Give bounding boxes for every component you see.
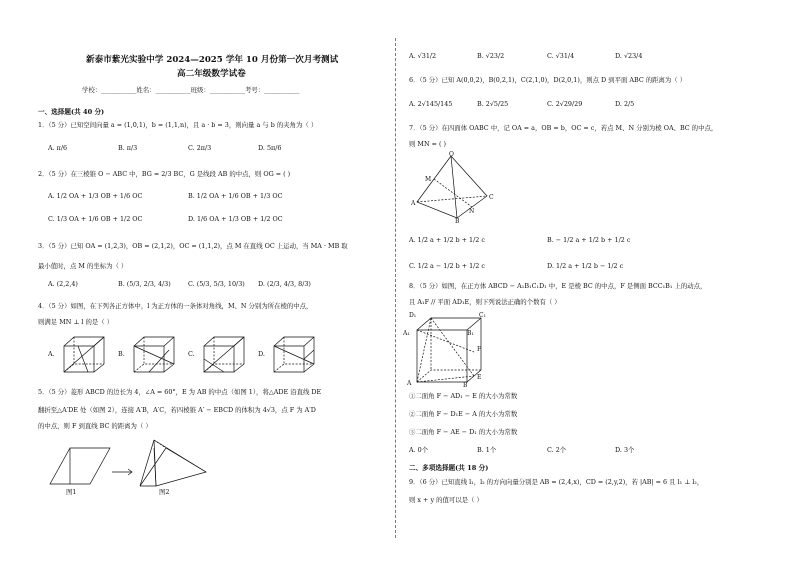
figure-2-caption: 图2 [159, 488, 170, 496]
exam-subtitle: 高二年级数学试卷 [177, 69, 246, 79]
q3-option-b: B. (5/3, 2/3, 4/3) [118, 280, 171, 288]
q7-option-d: D. 1/2 a + 1/2 b − 1/2 c [547, 262, 624, 270]
q6-option-a: A. 2√145/145 [409, 100, 453, 108]
label-B: B [455, 218, 460, 225]
q1-option-a: A. π/6 [48, 144, 68, 152]
label-C: C [489, 194, 494, 201]
q6-option-b: B. 2√5/25 [477, 100, 509, 108]
column-divider [395, 38, 396, 538]
question-7-line1: 7．（5 分）在四面体 OABC 中，记 OA = a，OB = b，OC = c，若点 M、N 分别为棱 OA、BC 的中点， [409, 124, 718, 132]
label-D1: D₁ [409, 312, 417, 319]
q4-option-b: B. [118, 350, 125, 358]
question-4-line1: 4．（5 分）如图，在下列各正方体中，l 为正方体的一条体对角线，M、N 分别为所在棱的中点， [38, 302, 313, 310]
q4-cube-b-figure [128, 334, 178, 376]
question-5-line2: 翻折至△A′DE 处（如图 2），连接 A′B，A′C，若四棱锥 A′ − EBCD 的体积为 4√3，点 F 为 A′D [38, 406, 316, 414]
q7-option-a: A. 1/2 a + 1/2 b + 1/2 c [409, 236, 485, 244]
label-A-cube: A [407, 380, 412, 387]
label-N: N [469, 208, 475, 215]
q2-option-b: B. 1/2 OA + 1/6 OB + 1/3 OC [188, 192, 283, 200]
question-9-line1: 9．（6 分）已知直线 l₁，l₂ 的方向向量分别是 AB = (2,4,x)，CD = (2,y,2)，若 |AB| = 6 且 l₁ ⊥ l₂， [409, 478, 704, 486]
question-7-line2: 则 MN = ( ) [409, 140, 446, 148]
question-6: 6．（5 分）已知 A(0,0,2)，B(0,2,1)，C(2,1,0)，D(2,0,1)，则点 D 到平面 ABC 的距离为（ ） [409, 76, 687, 84]
question-2: 2．（5 分）在三棱锥 O − ABC 中，BG = 2/3 BC，G 是线段 AB 的中点，则 OG = ( ) [38, 170, 291, 178]
q7-option-b: B. − 1/2 a + 1/2 b + 1/2 c [547, 236, 631, 244]
q6-option-c: C. 2√29/29 [547, 100, 583, 108]
statement-2: ②二面角 F − D₁E − A 的大小为常数 [409, 410, 518, 418]
q7-tetrahedron-figure [413, 152, 503, 228]
q2-option-c: C. 1/3 OA + 1/6 OB + 1/2 OC [48, 215, 143, 223]
section-heading-multi: 二、多项选择题(共 18 分) [409, 464, 489, 472]
q4-cube-c-figure [198, 334, 248, 376]
q8-option-d: D. 3个 [615, 446, 635, 454]
question-5-line3: 的中点，则 F 到直线 BC 的距离为（ ） [38, 422, 152, 430]
question-4-line2: 则满足 MN ⊥ l 的是（ ） [38, 318, 114, 326]
q3-option-d: D. (2/3, 4/3, 8/3) [258, 280, 311, 288]
q3-option-a: A. (2,2,4) [48, 280, 78, 288]
q8-option-a: A. 0个 [409, 446, 429, 454]
question-8-line2: 且 A₁F // 平面 AD₁E，则下列说法正确的个数有（ ） [409, 298, 561, 306]
q8-option-c: C. 2个 [547, 446, 567, 454]
q1-option-d: D. 5π/6 [258, 144, 282, 152]
label-A1: A₁ [403, 330, 410, 337]
question-1: 1．（5 分）已知空间向量 a = (1,0,1)，b = (1,1,n)，且 a · b = 3，则向量 a 与 b 的夹角为（ ） [38, 121, 318, 129]
q5-option-c: C. √31/4 [547, 52, 575, 60]
question-3-line2: 最小值时，点 M 的坐标为（ ） [38, 262, 128, 270]
q4-cube-a-figure [58, 334, 108, 376]
q6-option-d: D. 2/5 [615, 100, 635, 108]
q4-option-d: D. [258, 350, 265, 358]
right-column [397, 0, 794, 562]
question-3-line1: 3．（5 分）已知 OA = (1,2,3)，OB = (2,1,2)，OC = (1,1,2)，点 M 在直线 OC 上运动，当 MA · MB 取 [38, 242, 348, 250]
q1-option-b: B. π/3 [118, 144, 138, 152]
q5-option-d: D. √23/4 [615, 52, 643, 60]
statement-3: ③二面角 F − AE − D₁ 的大小为常数 [409, 428, 518, 436]
student-info-line: 学校：___________姓名：___________班级：___________考号：___________ [82, 86, 300, 94]
q5-option-b: B. √23/2 [477, 52, 505, 60]
label-E: E [477, 374, 482, 381]
q4-option-c: C. [188, 350, 195, 358]
label-B-cube: B [463, 382, 468, 389]
q8-option-b: B. 1个 [477, 446, 497, 454]
q4-cube-d-figure [268, 334, 318, 376]
label-F: F [477, 346, 482, 353]
q5-option-a: A. √31/2 [409, 52, 437, 60]
q1-option-c: C. 2π/3 [188, 144, 212, 152]
figure-1-caption: 图1 [66, 488, 77, 496]
q4-option-a: A. [48, 350, 55, 358]
label-C1: C₁ [479, 312, 486, 319]
q7-option-c: C. 1/2 a − 1/2 b + 1/2 c [409, 262, 485, 270]
q3-option-c: C. (5/3, 5/3, 10/3) [188, 280, 245, 288]
exam-title: 新泰市紫光实验中学 2024—2025 学年 10 月份第一次月考测试 [86, 55, 339, 65]
label-O: O [449, 151, 454, 158]
label-B1: B₁ [467, 330, 474, 337]
question-8-line1: 8．（5 分）如图，在正方体 ABCD − A₁B₁C₁D₁ 中，E 是棱 BC 的中点，F 是侧面 BCC₁B₁ 上的动点， [409, 282, 707, 290]
statement-1: ①二面角 F − AD₁ − E 的大小为常数 [409, 392, 518, 400]
label-A: A [411, 200, 416, 207]
section-heading-choice: 一、选择题(共 40 分) [38, 108, 105, 116]
question-5-line1: 5．（5 分）菱形 ABCD 的边长为 4，∠A = 60°，E 为 AB 的中点（如图 1），将△ADE 沿直线 DE [38, 388, 322, 396]
question-9-line2: 则 x + y 的值可以是（ ） [409, 496, 483, 504]
q2-option-d: D. 1/6 OA + 1/3 OB + 1/2 OC [188, 215, 283, 223]
q2-option-a: A. 1/2 OA + 1/3 OB + 1/6 OC [48, 192, 143, 200]
label-M: M [425, 176, 432, 183]
